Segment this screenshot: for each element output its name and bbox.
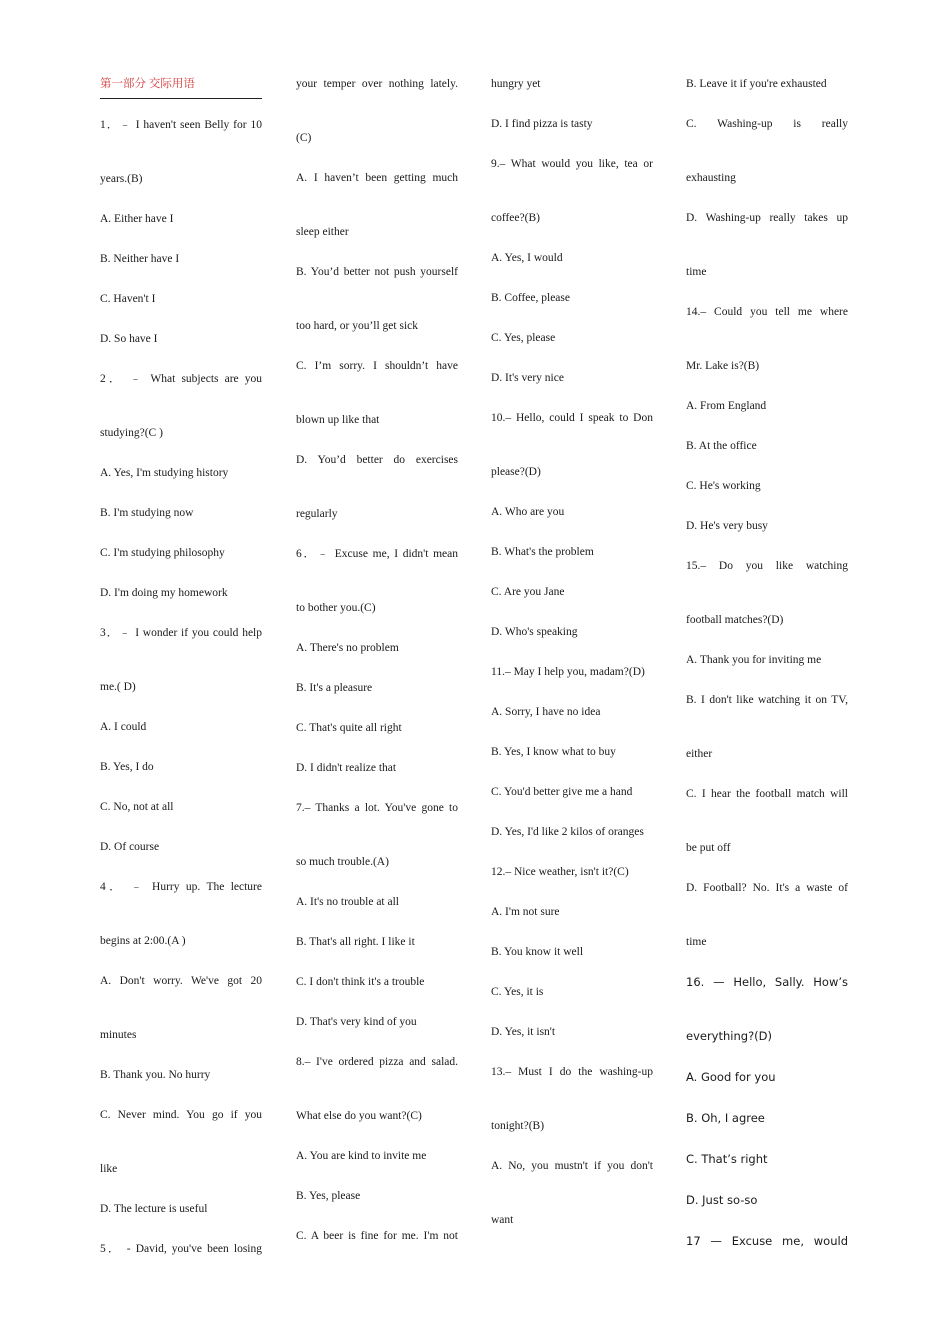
option-4a-line-1: A. Don't worry. We've got 20 [100,975,262,987]
question-17-line-1: 17 — Excuse me, would [686,1234,848,1248]
question-4-line-2: begins at 2:00.(A ) [100,935,186,947]
question-15-line-1: 15.– Do you like watching [686,560,848,572]
option-12a: A. I'm not sure [491,906,560,918]
question-16-line-1: 16. — Hello, Sally. How’s [686,975,848,989]
question-14-line-1: 14.– Could you tell me where [686,306,848,318]
option-9d: D. It's very nice [491,372,564,384]
question-10-line-1: 10.– Hello, could I speak to Don [491,412,653,424]
option-6a: A. There's no problem [296,642,399,654]
option-15d-line-1: D. Football? No. It's a waste of [686,882,848,894]
question-7-line-2: so much trouble.(A) [296,856,389,868]
question-3-line-2: me.( D) [100,681,136,693]
question-14-line-2: Mr. Lake is?(B) [686,360,760,372]
option-15c-line-2: be put off [686,842,731,854]
question-15-line-2: football matches?(D) [686,614,784,626]
option-13d-line-1: D. Washing-up really takes up [686,212,848,224]
question-8-line-2: What else do you want?(C) [296,1110,422,1122]
option-10b: B. What's the problem [491,546,594,558]
question-2-line-2: studying?(C ) [100,427,163,439]
option-16a: A. Good for you [686,1070,776,1084]
option-5a-line-2: sleep either [296,226,349,238]
question-12: 12.– Nice weather, isn't it?(C) [491,866,629,878]
question-5-line-3: (C) [296,132,312,144]
option-5a-line-1: A. I haven’t been getting much [296,172,458,184]
option-7d: D. That's very kind of you [296,1016,417,1028]
option-9a: A. Yes, I would [491,252,563,264]
option-16b: B. Oh, I agree [686,1111,765,1125]
option-5b-line-2: too hard, or you’ll get sick [296,320,419,332]
question-6-line-1: 6．﹣ Excuse me, I didn't mean [296,548,458,560]
question-5-line-2: your temper over nothing lately. [296,78,458,90]
option-5d-line-1: D. You’d better do exercises [296,454,458,466]
option-10d: D. Who's speaking [491,626,578,638]
option-12c: C. Yes, it is [491,986,544,998]
option-15b-line-2: either [686,748,713,760]
option-5b-line-1: B. You’d better not push yourself [296,266,458,278]
option-11d: D. Yes, I'd like 2 kilos of oranges [491,826,644,838]
question-9-line-2: coffee?(B) [491,212,540,224]
option-8c-line-2: hungry yet [491,78,541,90]
question-13-line-1: 13.– Must I do the washing-up [491,1066,653,1078]
question-13-line-2: tonight?(B) [491,1120,545,1132]
option-14b: B. At the office [686,440,757,452]
option-6c: C. That's quite all right [296,722,402,734]
question-1-line-1: 1．﹣ I haven't seen Belly for 10 [100,119,262,131]
option-9b: B. Coffee, please [491,292,570,304]
option-8d: D. I find pizza is tasty [491,118,593,130]
option-3b: B. Yes, I do [100,761,154,773]
question-4-line-1: 4． ﹣ Hurry up. The lecture [100,881,262,893]
option-7c: C. I don't think it's a trouble [296,976,425,988]
option-10a: A. Who are you [491,506,565,518]
option-7b: B. That's all right. I like it [296,936,415,948]
option-4d: D. The lecture is useful [100,1203,208,1215]
question-2-line-1: 2． ﹣ What subjects are you [100,373,262,385]
option-8c-line-1: C. A beer is fine for me. I'm not [296,1230,458,1242]
option-5c-line-1: C. I’m sorry. I shouldn’t have [296,360,458,372]
option-13c-line-2: exhausting [686,172,736,184]
option-15a: A. Thank you for inviting me [686,654,822,666]
option-16d: D. Just so-so [686,1193,758,1207]
option-5d-line-2: regularly [296,508,338,520]
option-8b: B. Yes, please [296,1190,361,1202]
column-3 [491,76,653,1228]
option-1c: C. Haven't I [100,293,156,305]
option-16c: C. That’s right [686,1152,768,1166]
option-3a: A. I could [100,721,147,733]
question-5-line-1: 5． - David, you've been losing [100,1243,262,1255]
question-16-line-2: everything?(D) [686,1029,773,1043]
option-11a: A. Sorry, I have no idea [491,706,601,718]
column-4 [686,76,848,1249]
question-11: 11.– May I help you, madam?(D) [491,666,645,678]
option-2a: A. Yes, I'm studying history [100,467,229,479]
question-6-line-2: to bother you.(C) [296,602,376,614]
option-15d-line-2: time [686,936,707,948]
option-4c-line-1: C. Never mind. You go if you [100,1109,262,1121]
option-2c: C. I'm studying philosophy [100,547,225,559]
option-10c: C. Are you Jane [491,586,565,598]
section-title: 第一部分 交际用语 [100,76,262,99]
question-7-line-1: 7.– Thanks a lot. You've gone to [296,802,458,814]
question-9-line-1: 9.– What would you like, tea or [491,158,653,170]
option-6d: D. I didn't realize that [296,762,397,774]
option-4c-line-2: like [100,1163,118,1175]
option-7a: A. It's no trouble at all [296,896,399,908]
question-3-line-1: 3．﹣ I wonder if you could help [100,627,262,639]
option-12b: B. You know it well [491,946,584,958]
option-13a-line-1: A. No, you mustn't if you don't [491,1160,653,1172]
column-2 [296,76,458,1244]
question-8-line-1: 8.– I've ordered pizza and salad. [296,1056,458,1068]
option-5c-line-2: blown up like that [296,414,380,426]
option-1a: A. Either have I [100,213,174,225]
option-11c: C. You'd better give me a hand [491,786,633,798]
option-13d-line-2: time [686,266,707,278]
option-3d: D. Of course [100,841,160,853]
question-1-line-2: years.(B) [100,173,143,185]
column-1 [100,76,262,1257]
question-10-line-2: please?(D) [491,466,541,478]
option-8a: A. You are kind to invite me [296,1150,427,1162]
option-15c-line-1: C. I hear the football match will [686,788,848,800]
option-4a-line-2: minutes [100,1029,137,1041]
option-13a-line-2: want [491,1214,514,1226]
option-9c: C. Yes, please [491,332,556,344]
option-1d: D. So have I [100,333,158,345]
option-14c: C. He's working [686,480,761,492]
option-4b: B. Thank you. No hurry [100,1069,211,1081]
option-14a: A. From England [686,400,767,412]
option-3c: C. No, not at all [100,801,174,813]
option-15b-line-1: B. I don't like watching it on TV, [686,694,848,706]
option-12d: D. Yes, it isn't [491,1026,556,1038]
option-13b: B. Leave it if you're exhausted [686,78,827,90]
option-1b: B. Neither have I [100,253,180,265]
option-2d: D. I'm doing my homework [100,587,228,599]
option-2b: B. I'm studying now [100,507,194,519]
option-13c-line-1: C. Washing-up is really [686,118,848,130]
option-6b: B. It's a pleasure [296,682,373,694]
option-14d: D. He's very busy [686,520,768,532]
option-11b: B. Yes, I know what to buy [491,746,616,758]
